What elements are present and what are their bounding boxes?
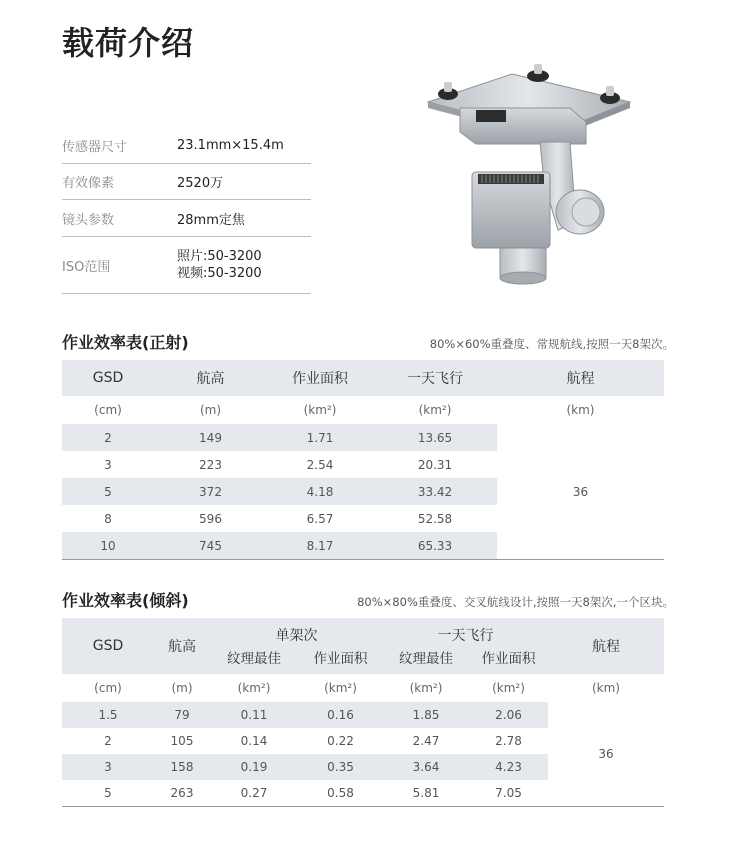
unit-cell: (km²)	[237, 681, 271, 695]
unit-cell: (m)	[171, 681, 193, 695]
column-header: 纹理最佳	[210, 646, 298, 674]
table-cell: 10	[62, 532, 154, 560]
ortho-table-title: 作业效率表(正射)	[62, 333, 189, 352]
table-cell: 5	[104, 786, 112, 800]
unit-row	[62, 674, 664, 702]
column-header: GSD	[62, 618, 154, 674]
spec-row	[62, 164, 311, 200]
column-header: GSD	[62, 360, 154, 396]
table-header-row	[62, 360, 664, 396]
column-header: 作业面积	[469, 646, 548, 674]
table-cell: 8.17	[267, 532, 373, 560]
table-cell: 0.27	[240, 786, 268, 800]
unit-cell: (km²)	[492, 681, 525, 695]
column-header: 作业面积	[298, 646, 383, 674]
table-cell: 20.31	[417, 457, 453, 472]
table-cell: 223	[199, 457, 222, 472]
oblique-efficiency-table	[62, 618, 664, 807]
unit-cell: (km)	[591, 681, 620, 695]
table-cell: 2	[62, 424, 154, 451]
table-cell: 5	[62, 478, 154, 505]
unit-cell: (km²)	[418, 403, 452, 417]
gimbal-camera-image	[420, 62, 636, 286]
column-header: 作业面积	[267, 360, 373, 396]
spec-label: 镜头参数	[62, 212, 115, 228]
table-cell: 105	[170, 734, 194, 748]
table-cell: 0.19	[210, 754, 298, 780]
table-cell: 0.11	[210, 702, 298, 728]
spec-value: 23.1mm×15.4m	[177, 138, 284, 153]
column-header: 纹理最佳	[383, 646, 469, 674]
table-cell: 13.65	[373, 424, 497, 451]
column-header: 航程	[497, 360, 664, 396]
table-cell: 3	[104, 457, 112, 472]
unit-cell: (km²)	[303, 403, 337, 417]
table-cell: 33.42	[373, 478, 497, 505]
range-cell: 36	[548, 702, 664, 807]
table-cell: 1.5	[62, 702, 154, 728]
unit-cell: (km²)	[409, 681, 443, 695]
unit-cell: (km)	[566, 403, 595, 417]
spec-row	[62, 128, 311, 164]
table-cell: 0.22	[327, 734, 354, 748]
ortho-table-note: 80%×60%重叠度、常规航线,按照一天8架次。	[429, 337, 674, 351]
page-title: 载荷介绍	[62, 24, 195, 62]
oblique-table-note: 80%×80%重叠度、交叉航线设计,按照一天8架次,一个区块。	[357, 595, 674, 609]
table-cell: 8	[104, 511, 112, 526]
table-cell: 2	[104, 734, 112, 748]
table-cell: 2.54	[306, 457, 334, 472]
column-group-header: 一天飞行	[383, 618, 548, 646]
column-header: 航程	[548, 618, 664, 674]
unit-cell: (cm)	[94, 403, 122, 417]
spec-label: 有效像素	[62, 176, 115, 191]
spec-label: ISO范围	[62, 259, 111, 275]
table-cell: 0.14	[240, 734, 268, 748]
spec-value-line: 视频:50-3200	[177, 266, 262, 281]
spec-value	[177, 248, 262, 282]
oblique-table-title: 作业效率表(倾斜)	[62, 591, 189, 610]
spec-value: 2520万	[177, 176, 224, 191]
spec-row	[62, 237, 311, 294]
table-cell: 263	[170, 786, 194, 800]
unit-cell: (km²)	[324, 681, 357, 695]
table-cell: 745	[154, 532, 267, 560]
table-row	[62, 702, 664, 728]
table-cell: 52.58	[417, 511, 453, 526]
table-cell: 5.81	[412, 786, 440, 800]
table-cell: 596	[199, 511, 222, 526]
column-header: 一天飞行	[373, 360, 497, 396]
unit-cell: (cm)	[94, 681, 122, 695]
table-cell: 0.58	[327, 786, 354, 800]
column-header: 航高	[154, 618, 210, 674]
table-cell: 158	[154, 754, 210, 780]
spec-list	[62, 128, 311, 294]
table-cell: 7.05	[495, 786, 522, 800]
table-cell: 0.16	[298, 702, 383, 728]
table-cell: 372	[154, 478, 267, 505]
unit-row	[62, 396, 664, 424]
table-cell: 4.23	[469, 754, 548, 780]
spec-value-line: 照片:50-3200	[177, 249, 262, 264]
spec-row	[62, 200, 311, 237]
table-cell: 2.78	[495, 734, 522, 748]
table-header-row	[62, 618, 664, 646]
column-header: 航高	[154, 360, 267, 396]
table-cell: 3	[62, 754, 154, 780]
table-cell: 79	[154, 702, 210, 728]
table-row	[62, 424, 664, 451]
table-cell: 3.64	[383, 754, 469, 780]
spec-label: 传感器尺寸	[62, 140, 128, 155]
table-cell: 2.06	[469, 702, 548, 728]
table-cell: 1.71	[267, 424, 373, 451]
table-cell: 1.85	[383, 702, 469, 728]
spec-value: 28mm定焦	[177, 212, 245, 228]
range-cell: 36	[497, 424, 664, 560]
table-cell: 0.35	[298, 754, 383, 780]
column-group-header: 单架次	[210, 618, 383, 646]
table-cell: 6.57	[306, 511, 334, 526]
table-cell: 4.18	[267, 478, 373, 505]
table-cell: 65.33	[373, 532, 497, 560]
ortho-efficiency-table	[62, 360, 664, 560]
table-cell: 2.47	[412, 734, 440, 748]
table-cell: 149	[154, 424, 267, 451]
unit-cell: (m)	[199, 403, 222, 417]
